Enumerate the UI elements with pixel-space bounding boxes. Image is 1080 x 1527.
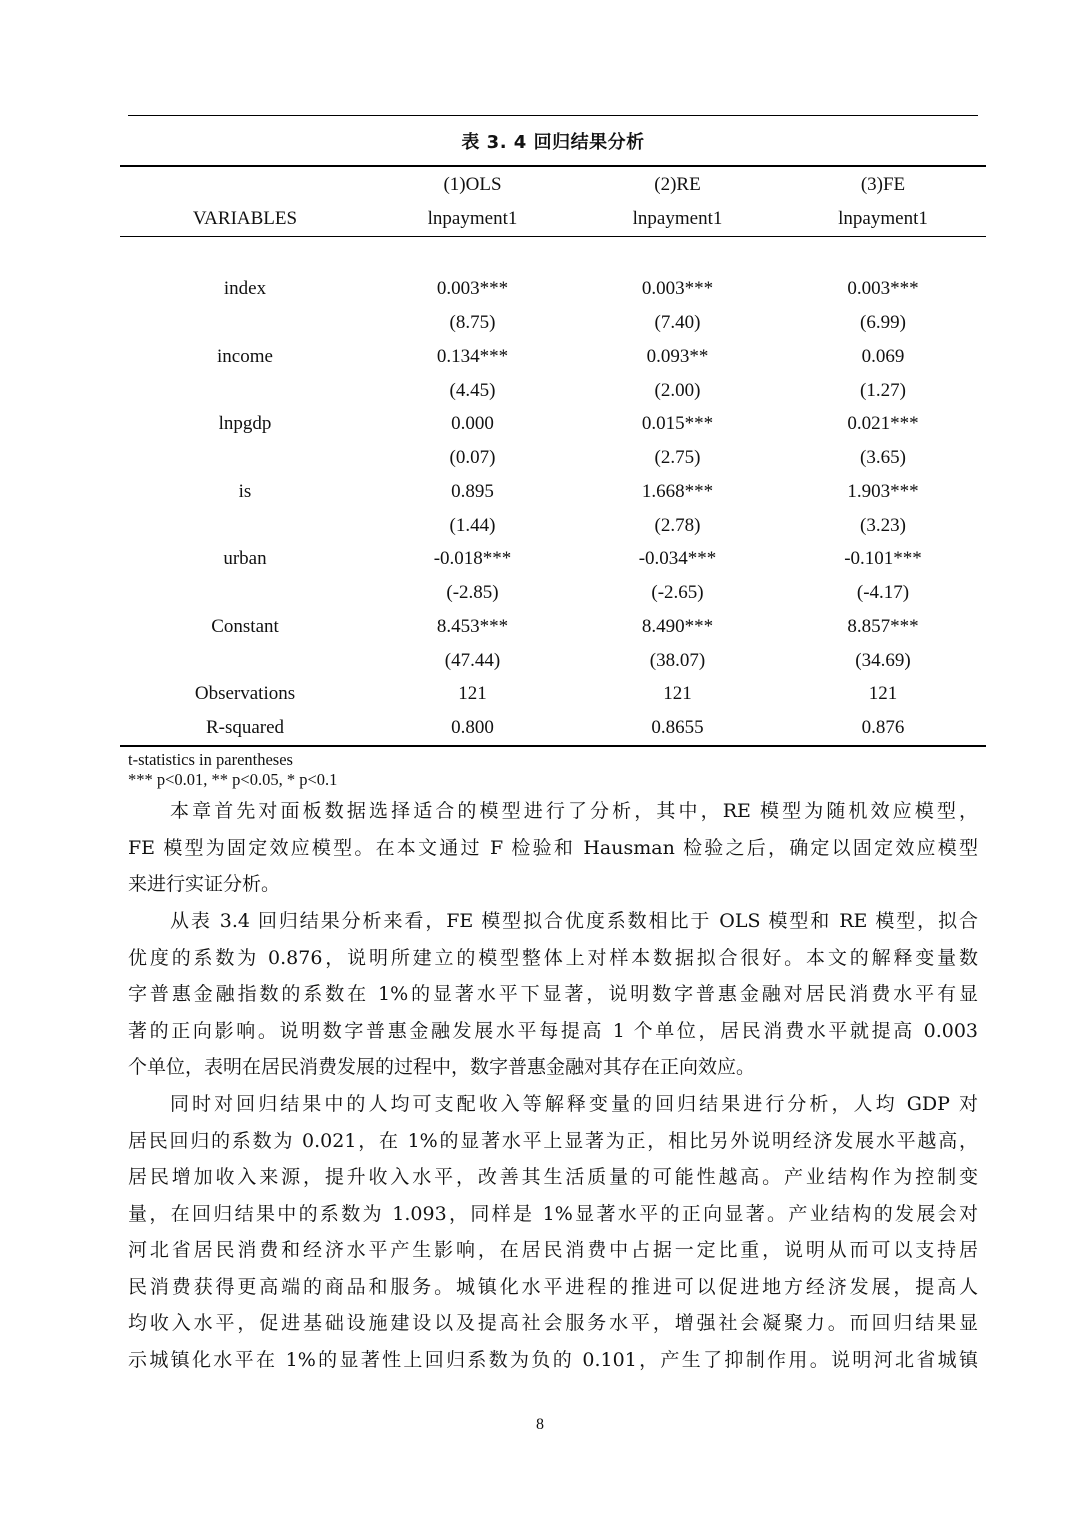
coef-cell: 0.093** [646,346,709,367]
table-note-tstat: t-statistics in parentheses [128,750,293,769]
tstat-cell: (34.69) [855,650,911,671]
coef-cell: -0.018*** [433,548,512,569]
r-squared-label: R-squared [205,717,285,738]
coef-cell: 1.903*** [847,481,919,502]
coef-cell: 0.021*** [847,413,919,434]
coef-cell: -0.034*** [638,548,717,569]
body-paragraph-3 [128,1086,978,1378]
table-row-tstat [120,576,986,610]
coef-cell: 8.490*** [641,616,714,637]
paragraph-line: 来进行实证分析。 [128,873,281,895]
paragraph-line: 居民回归的系数为 0.021，在 1%的显著水平上显著为正，相比另外说明经济发展水平越高， [128,1129,978,1152]
dependent-var-ols: lnpayment1 [427,208,518,229]
tstat-cell: (2.00) [654,380,701,401]
tstat-cell: (3.23) [860,515,906,536]
coef-cell: 8.453*** [436,616,509,637]
tstat-cell: (0.07) [449,447,496,468]
coef-cell: 0.015*** [641,413,714,434]
observations-value: 121 [458,683,487,704]
paragraph-line: 著的正向影响。说明数字普惠金融发展水平每提高 1 个单位，居民消费水平就提高 0.003 [128,1019,978,1042]
dependent-var-fe: lnpayment1 [838,208,928,229]
model-label-ols: (1)OLS [443,174,502,195]
table-row-r-squared [120,711,986,745]
variable-name: Constant [211,616,279,637]
r-squared-value: 0.8655 [651,717,704,738]
variable-name: is [238,481,252,502]
paragraph-line: 示城镇化水平在 1%的显著性上回归系数为负的 0.101，产生了抑制作用。说明河北省城镇 [128,1348,978,1371]
table-row-coef [120,610,986,644]
table-header-rule [120,236,986,237]
table-row-tstat [120,441,986,475]
observations-value: 121 [663,683,692,704]
table-row-coef [120,407,986,441]
table-note-significance: *** p<0.01, ** p<0.05, * p<0.1 [128,770,338,789]
paragraph-line: 本章首先对面板数据选择适合的模型进行了分析，其中，RE 模型为随机效应模型， [170,800,978,822]
observations-value: 121 [868,683,898,704]
tstat-cell: (1.44) [449,515,496,536]
tstat-cell: (-2.65) [651,582,704,603]
tstat-cell: (7.40) [654,312,701,333]
paragraph-line: 量，在回归结果中的系数为 1.093，同样是 1%显著水平的正向显著。产业结构的发展会对 [128,1202,978,1225]
variable-name: income [217,346,273,367]
table-row-observations [120,677,986,711]
coef-cell: 8.857*** [847,616,919,637]
paragraph-line: 民消费获得更高端的商品和服务。城镇化水平进程的推进可以促进地方经济发展，提高人 [128,1275,978,1298]
r-squared-value: 0.876 [861,717,905,738]
paragraph-line: 居民增加收入来源，提升收入水平，改善其生活质量的可能性越高。产业结构作为控制变 [128,1166,978,1188]
table-header-variables [120,202,986,236]
paragraph-line: 河北省居民消费和经济水平产生影响，在居民消费中占据一定比重，说明从而可以支持居 [128,1239,978,1261]
coef-cell: -0.101*** [844,548,922,569]
table-row-coef [120,340,986,374]
model-label-re: (2)RE [654,174,701,195]
coef-cell: 0.003*** [847,278,919,299]
tstat-cell: (38.07) [649,650,706,671]
page-number: 8 [536,1416,544,1433]
tstat-cell: (47.44) [444,650,501,671]
coef-cell: 0.134*** [436,346,509,367]
paragraph-line: 优度的系数为 0.876，说明所建立的模型整体上对样本数据拟合很好。本文的解释变量数 [128,946,978,969]
table-header-models [120,168,986,202]
coef-cell: 0.069 [861,346,905,367]
paragraph-line: 均收入水平，促进基础设施建设以及提高社会服务水平，增强社会凝聚力。而回归结果显 [128,1312,978,1334]
coef-cell: 0.000 [451,413,494,434]
table-row-tstat [120,374,986,408]
table-row-coef [120,475,986,509]
tstat-cell: (6.99) [860,312,906,333]
table-caption: 表 3. 4 回归结果分析 [461,132,645,153]
tstat-cell: (4.45) [449,380,496,401]
tstat-cell: (-2.85) [446,582,499,603]
variable-name: lnpgdp [218,413,272,434]
coef-cell: 0.003*** [436,278,509,299]
table-row-tstat [120,306,986,340]
variables-header: VARIABLES [192,208,298,229]
table-row-tstat [120,509,986,543]
coef-cell: 0.003*** [641,278,714,299]
tstat-cell: (3.65) [860,447,906,468]
table-top-rule [120,165,986,167]
table-row-coef [120,542,986,576]
tstat-cell: (2.78) [654,515,701,536]
observations-label: Observations [194,683,296,704]
tstat-cell: (-4.17) [856,582,910,603]
coef-cell: 1.668*** [641,481,714,502]
body-paragraph-1 [128,793,978,903]
variable-name: index [223,278,267,299]
dependent-var-re: lnpayment1 [632,208,723,229]
r-squared-value: 0.800 [451,717,494,738]
variable-name: urban [223,548,267,569]
table-row-tstat [120,644,986,678]
model-label-fe: (3)FE [860,174,906,195]
paragraph-line: 从表 3.4 回归结果分析来看，FE 模型拟合优度系数相比于 OLS 模型和 RE 模型，拟合 [170,910,978,932]
coef-cell: 0.895 [451,481,494,502]
paragraph-line: 同时对回归结果中的人均可支配收入等解释变量的回归结果进行分析，人均 GDP 对 [170,1093,978,1115]
table-bottom-rule [120,745,986,747]
page-header-rule [128,115,978,116]
paragraph-line: 字普惠金融指数的系数在 1%的显著水平下显著，说明数字普惠金融对居民消费水平有显 [128,983,978,1005]
body-paragraph-2 [128,903,978,1086]
paragraph-line: FE 模型为固定效应模型。在本文通过 F 检验和 Hausman 检验之后，确定以固定效应模型 [128,836,978,859]
tstat-cell: (1.27) [860,380,906,401]
paragraph-line: 个单位，表明在居民消费发展的过程中，数字普惠金融对其存在正向效应。 [128,1056,756,1078]
table-row-coef [120,272,986,306]
tstat-cell: (8.75) [449,312,496,333]
tstat-cell: (2.75) [654,447,701,468]
